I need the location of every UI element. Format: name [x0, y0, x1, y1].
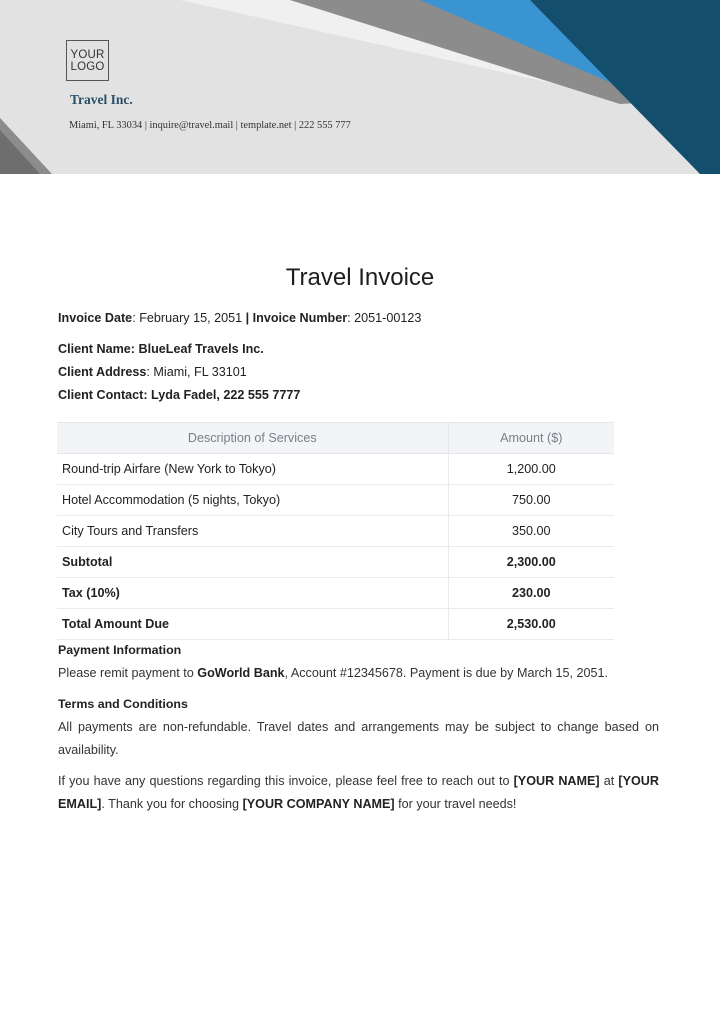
logo-line-1: YOUR [70, 48, 105, 61]
client-address-label: Client Address [58, 365, 147, 379]
subtotal-row [57, 547, 614, 578]
tax-row [57, 578, 614, 609]
row-description: Round-trip Airfare (New York to Tokyo) [57, 454, 448, 485]
subtotal-label: Subtotal [57, 547, 448, 578]
terms-title: Terms and Conditions [58, 697, 188, 711]
total-label: Total Amount Due [57, 609, 448, 640]
client-contact-label: Client Contact [58, 388, 144, 402]
subtotal-amount: 2,300.00 [448, 547, 614, 578]
services-table [57, 422, 614, 640]
invoice-date-value: : February 15, 2051 [132, 311, 243, 325]
bank-name: GoWorld Bank [197, 666, 285, 680]
closing-text [58, 770, 659, 815]
dark-blue-stripe [530, 0, 720, 174]
your-name-placeholder: [YOUR NAME] [513, 774, 600, 788]
logo-placeholder [66, 40, 109, 81]
row-description: City Tours and Transfers [57, 516, 448, 547]
closing-text-part: . Thank you for choosing [101, 796, 243, 811]
tax-label: Tax (10%) [57, 578, 448, 609]
tax-amount: 230.00 [448, 578, 614, 609]
row-amount: 350.00 [448, 516, 614, 547]
client-contact-value: : Lyda Fadel, 222 555 7777 [143, 388, 301, 402]
invoice-separator: | [242, 311, 253, 325]
company-contact: Miami, FL 33034 | inquire@travel.mail | template.net | 222 555 777 [69, 120, 351, 131]
table-row [57, 516, 614, 547]
letterhead [0, 0, 720, 174]
payment-text-part: , Account #12345678. Payment is due by March 15, 2051. [284, 666, 608, 680]
column-header-description: Description of Services [57, 423, 448, 454]
payment-text-part: Please remit payment to [58, 666, 198, 680]
row-amount: 750.00 [448, 485, 614, 516]
column-header-amount: Amount ($) [448, 423, 614, 454]
closing-text-part: at [599, 774, 619, 788]
closing-text-part: If you have any questions regarding this invoice, please feel free to reach out to [58, 774, 514, 788]
table-row [57, 485, 614, 516]
client-name-label: Client Name [58, 342, 131, 356]
invoice-info-line [58, 311, 421, 325]
client-name-line [58, 342, 264, 356]
letterhead-decoration [0, 0, 720, 174]
terms-text: All payments are non-refundable. Travel dates and arrangements may be subject to change based on availability. [58, 720, 659, 757]
client-address-line [58, 365, 247, 379]
table-header-row [57, 423, 614, 454]
row-amount: 1,200.00 [448, 454, 614, 485]
row-description: Hotel Accommodation (5 nights, Tokyo) [57, 485, 448, 516]
total-amount: 2,530.00 [448, 609, 614, 640]
your-company-placeholder: [YOUR COMPANY NAME] [242, 796, 395, 811]
payment-info-title: Payment Information [58, 643, 182, 657]
your-email-placeholder: [YOUR EMAIL] [58, 774, 659, 811]
client-address-value: : Miami, FL 33101 [146, 365, 247, 379]
company-name: Travel Inc. [70, 92, 133, 107]
client-name-value: : BlueLeaf Travels Inc. [130, 342, 264, 356]
document-title: Travel Invoice [285, 264, 435, 291]
client-contact-line [58, 388, 300, 402]
table-row [57, 454, 614, 485]
total-row [57, 609, 614, 640]
invoice-date-label: Invoice Date [58, 311, 133, 325]
invoice-number-value: : 2051-00123 [347, 311, 422, 325]
invoice-number-label: Invoice Number [252, 311, 348, 325]
closing-text-part: for your travel needs! [394, 796, 517, 811]
logo-line-2: LOGO [70, 60, 105, 73]
payment-info-text [58, 662, 659, 685]
